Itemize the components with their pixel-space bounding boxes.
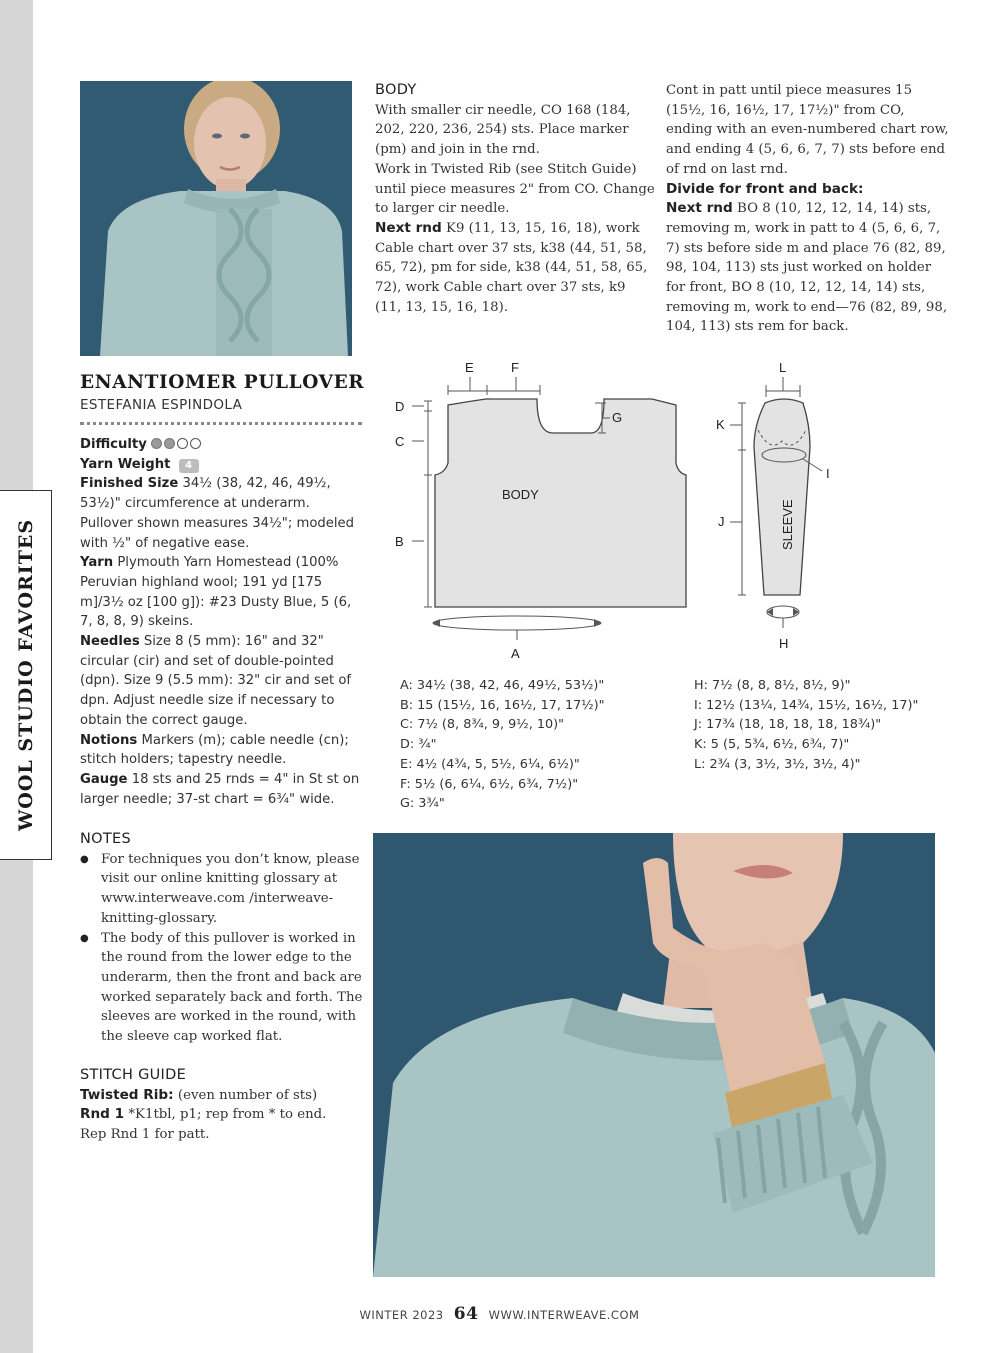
body-heading: BODY — [375, 82, 417, 98]
list-item: L: 2¾ (3, 3½, 3½, 3½, 4)" — [694, 756, 861, 772]
dim-label-l: L — [779, 360, 787, 375]
dim-label-e: E — [465, 360, 474, 375]
page-footer — [0, 1304, 999, 1324]
stitch-guide-section — [80, 1066, 365, 1145]
specs-block — [80, 435, 365, 809]
model-photo-front — [80, 81, 352, 356]
body-instructions — [375, 81, 655, 317]
model-photo-closeup — [373, 833, 935, 1277]
list-item: E: 4½ (4¾, 5, 5½, 6¼, 6½)" — [400, 756, 580, 772]
site-url: WWW.INTERWEAVE.COM — [488, 1308, 640, 1322]
section-tab-label: WOOL STUDIO FAVORITES — [15, 518, 37, 832]
body-paragraph-3 — [375, 219, 655, 318]
list-item: F: 5½ (6, 6¼, 6½, 6¾, 7½)" — [400, 776, 579, 792]
needles-label: Needles — [80, 634, 140, 650]
continue-paragraph-1: Cont in patt until piece measures 15 (15½, 16, 16½, 17, 17½)" from CO, ending with an even-numbered chart row, and ending 4 (5, 6, 6, 7, 7) sts before end of rnd on last rnd. — [666, 83, 949, 177]
yarn-weight-label: Yarn Weight — [80, 456, 171, 472]
continue-paragraph-2 — [666, 199, 951, 337]
yarn-spec — [80, 553, 365, 632]
dim-label-k: K — [716, 417, 725, 432]
body-schematic — [435, 394, 686, 607]
twisted-rib-line — [80, 1086, 365, 1106]
next-rnd-text: K9 (11, 13, 15, 16, 18), work Cable chart over 37 sts, k38 (44, 51, 58, 65, 72), pm for side, k38 (44, 51, 58, 65, 72), work Cable chart over 37 sts, k9 (11, 13, 15, 16, 18). — [375, 220, 648, 315]
issue-label: WINTER 2023 — [359, 1308, 444, 1322]
finished-size — [80, 474, 365, 553]
notes-section — [80, 830, 365, 1047]
twisted-rib-text: (even number of sts) — [177, 1087, 318, 1103]
dim-label-a: A — [511, 646, 520, 661]
list-item: K: 5 (5, 5¾, 6½, 6¾, 7)" — [694, 737, 850, 753]
notions-label: Notions — [80, 732, 138, 748]
notes-heading: NOTES — [80, 831, 131, 847]
list-item: C: 7½ (8, 8¾, 9, 9½, 10)" — [400, 717, 564, 733]
body-paragraph-1: With smaller cir needle, CO 168 (184, 202, 220, 236, 254) sts. Place marker (pm) and join in the rnd. — [375, 102, 631, 158]
difficulty-label: Difficulty — [80, 437, 147, 452]
divide-heading: Divide for front and back: — [666, 180, 864, 197]
dim-label-c: C — [395, 434, 405, 449]
pattern-designer: ESTEFANIA ESPINDOLA — [80, 397, 243, 413]
list-item: H: 7½ (8, 8, 8½, 8½, 9)" — [694, 678, 851, 693]
divide-text: BO 8 (10, 12, 12, 14, 14) sts, removing m, work in patt to 4 (5, 6, 6, 7, 7) sts before side m and place 76 (82, 89, 98, 104, 113) sts just worked on holder for front, BO 8 (10, 12, 12, 14, 14) sts, removing m, work to end—76 (82, 89, 98, 104, 113) sts rem for back. — [666, 201, 948, 335]
dim-label-h: H — [779, 636, 789, 651]
dim-label-j: J — [718, 514, 725, 529]
twisted-rib-label: Twisted Rib: — [80, 1086, 174, 1103]
rnd1-label: Rnd 1 — [80, 1106, 125, 1123]
finished-size-text: 34½ (38, 42, 46, 49½, 53½)" circumference at underarm. Pullover shown measures 34½"; modeled with ½" of negative ease. — [80, 476, 355, 551]
schematic-diagram — [390, 355, 950, 675]
gauge-text: 18 sts and 25 rnds = 4" in St st on larger needle; 37-st chart = 6¾" wide. — [80, 771, 360, 807]
yarn-weight-icon: 4 — [179, 459, 199, 473]
list-item: B: 15 (15½, 16, 16½, 17, 17½)" — [400, 697, 605, 713]
yarn-text: Plymouth Yarn Homestead (100% Peruvian highland wool; 191 yd [175 m]/3½ oz [100 g]): #23 Dusty Blue, 5 (6, 7, 8, 8, 9) skeins. — [80, 555, 352, 630]
list-item: D: ¾" — [400, 737, 437, 753]
dim-label-f: F — [511, 360, 519, 375]
body-label: BODY — [502, 487, 539, 502]
yarn-weight-row — [80, 455, 365, 475]
rnd1-line — [80, 1105, 365, 1125]
list-item: ● For techniques you don’t know, please visit our online knitting glossary at www.interweave.com /interweave-knitting-glossary. — [80, 850, 365, 929]
gauge-label: Gauge — [80, 771, 128, 787]
difficulty-circle-icon — [177, 438, 188, 449]
dim-label-g: G — [612, 410, 623, 425]
needles-spec — [80, 632, 365, 731]
continue-instructions — [666, 81, 951, 337]
list-item: ● The body of this pullover is worked in the round from the lower edge to the underarm, then the front and back are worked separately back and forth. The sleeves are worked in the round, with the sleeve cap worked flat. — [80, 929, 365, 1047]
difficulty-rating — [151, 437, 203, 452]
rnd1-text: *K1tbl, p1; rep from * to end. — [128, 1107, 327, 1123]
measurements-body — [400, 676, 690, 814]
list-item: G: 3¾" — [400, 796, 445, 812]
page-number: 64 — [453, 1304, 479, 1324]
difficulty-circle-icon — [164, 438, 175, 449]
yarn-label: Yarn — [80, 555, 114, 571]
sleeve-label: SLEEVE — [780, 499, 795, 550]
dim-label-d: D — [395, 399, 405, 414]
notions-spec — [80, 731, 365, 770]
next-rnd-label: Next rnd — [666, 200, 733, 217]
gauge-spec — [80, 770, 365, 809]
difficulty-circle-icon — [151, 438, 162, 449]
difficulty-row — [80, 435, 365, 455]
difficulty-circle-icon — [190, 438, 201, 449]
list-item: A: 34½ (38, 42, 46, 49½, 53½)" — [400, 678, 605, 693]
list-item: I: 12½ (13¼, 14¾, 15½, 16½, 17)" — [694, 697, 919, 713]
body-paragraph-2: Work in Twisted Rib (see Stitch Guide) until piece measures 2" from CO. Change to larger cir needle. — [375, 161, 655, 217]
pattern-title: ENANTIOMER PULLOVER — [80, 372, 365, 393]
measurements-sleeve — [694, 676, 944, 775]
sleeve-schematic — [754, 399, 810, 595]
notes-list — [80, 850, 365, 1047]
stitch-guide-heading: STITCH GUIDE — [80, 1067, 187, 1083]
divider — [80, 422, 362, 427]
rep-line: Rep Rnd 1 for patt. — [80, 1127, 210, 1143]
dim-label-b: B — [395, 534, 404, 549]
next-rnd-label: Next rnd — [375, 219, 442, 236]
finished-size-label: Finished Size — [80, 476, 179, 492]
list-item: J: 17¾ (18, 18, 18, 18, 18¾)" — [694, 717, 882, 733]
needles-text: Size 8 (5 mm): 16" and 32" circular (cir) and set of double-pointed (dpn). Size 9 (5.5 mm): 32" cir and set of dpn. Adjust needle size if necessary to obtain the correct gauge. — [80, 634, 352, 728]
notions-text: Markers (m); cable needle (cn); stitch holders; tapestry needle. — [80, 732, 349, 768]
dim-label-i: I — [826, 466, 830, 481]
